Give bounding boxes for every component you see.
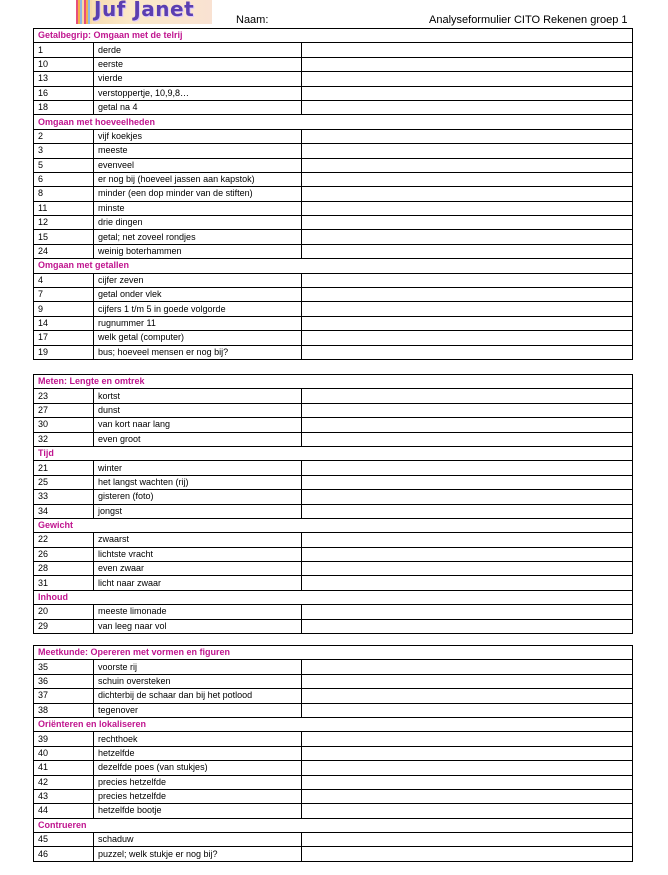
question-label: verstoppertje, 10,9,8… xyxy=(94,86,302,100)
table-row xyxy=(34,403,633,417)
question-label: dunst xyxy=(94,403,302,417)
answer-cell[interactable] xyxy=(302,244,633,258)
question-number: 18 xyxy=(34,100,94,114)
table-row xyxy=(34,316,633,330)
section-header-row xyxy=(34,115,633,129)
name-label: Naam: xyxy=(236,14,269,26)
answer-cell[interactable] xyxy=(302,216,633,230)
question-label: minste xyxy=(94,201,302,215)
answer-cell[interactable] xyxy=(302,389,633,403)
question-number: 44 xyxy=(34,804,94,818)
question-number: 14 xyxy=(34,316,94,330)
answer-cell[interactable] xyxy=(302,761,633,775)
answer-cell[interactable] xyxy=(302,288,633,302)
question-label: gisteren (foto) xyxy=(94,490,302,504)
question-number: 33 xyxy=(34,490,94,504)
section-header-row xyxy=(34,518,633,532)
table-row xyxy=(34,57,633,71)
question-number: 32 xyxy=(34,432,94,446)
question-label: precies hetzelfde xyxy=(94,789,302,803)
answer-cell[interactable] xyxy=(302,605,633,619)
answer-cell[interactable] xyxy=(302,576,633,590)
table-row xyxy=(34,490,633,504)
table-row xyxy=(34,273,633,287)
table-row xyxy=(34,761,633,775)
question-number: 5 xyxy=(34,158,94,172)
question-number: 8 xyxy=(34,187,94,201)
question-label: cijfers 1 t/m 5 in goede volgorde xyxy=(94,302,302,316)
section-title: Omgaan met hoeveelheden xyxy=(34,115,633,129)
section-title: Omgaan met getallen xyxy=(34,259,633,273)
question-number: 45 xyxy=(34,833,94,847)
question-number: 21 xyxy=(34,461,94,475)
answer-cell[interactable] xyxy=(302,619,633,633)
question-label: voorste rij xyxy=(94,660,302,674)
table-row xyxy=(34,302,633,316)
analysis-table-meetkunde xyxy=(33,645,633,862)
question-label: zwaarst xyxy=(94,533,302,547)
question-number: 34 xyxy=(34,504,94,518)
question-number: 11 xyxy=(34,201,94,215)
question-label: rugnummer 11 xyxy=(94,316,302,330)
question-number: 30 xyxy=(34,418,94,432)
answer-cell[interactable] xyxy=(302,273,633,287)
question-number: 39 xyxy=(34,732,94,746)
question-label: winter xyxy=(94,461,302,475)
question-label: bus; hoeveel mensen er nog bij? xyxy=(94,345,302,359)
section-title: Oriënteren en lokaliseren xyxy=(34,717,633,731)
question-number: 27 xyxy=(34,403,94,417)
table-row xyxy=(34,187,633,201)
table-row xyxy=(34,158,633,172)
question-label: derde xyxy=(94,43,302,57)
table-row xyxy=(34,833,633,847)
question-number: 25 xyxy=(34,475,94,489)
answer-cell[interactable] xyxy=(302,187,633,201)
answer-cell[interactable] xyxy=(302,775,633,789)
question-label: er nog bij (hoeveel jassen aan kapstok) xyxy=(94,172,302,186)
logo xyxy=(76,0,212,24)
question-label: even groot xyxy=(94,432,302,446)
table-row xyxy=(34,732,633,746)
question-label: drie dingen xyxy=(94,216,302,230)
question-label: schuin oversteken xyxy=(94,674,302,688)
question-number: 28 xyxy=(34,562,94,576)
table-row xyxy=(34,605,633,619)
answer-cell[interactable] xyxy=(302,331,633,345)
question-label: getal onder vlek xyxy=(94,288,302,302)
answer-cell[interactable] xyxy=(302,461,633,475)
table-row xyxy=(34,43,633,57)
section-title: Inhoud xyxy=(34,590,633,604)
question-number: 7 xyxy=(34,288,94,302)
analysis-table-getalbegrip xyxy=(33,28,633,360)
answer-cell[interactable] xyxy=(302,129,633,143)
question-number: 42 xyxy=(34,775,94,789)
question-number: 26 xyxy=(34,547,94,561)
section-header-row xyxy=(34,717,633,731)
question-number: 22 xyxy=(34,533,94,547)
question-number: 4 xyxy=(34,273,94,287)
table-row xyxy=(34,86,633,100)
table-row xyxy=(34,547,633,561)
answer-cell[interactable] xyxy=(302,86,633,100)
section-header-row xyxy=(34,375,633,389)
question-number: 1 xyxy=(34,43,94,57)
question-label: rechthoek xyxy=(94,732,302,746)
answer-cell[interactable] xyxy=(302,703,633,717)
logo-stripes xyxy=(76,0,92,24)
answer-cell[interactable] xyxy=(302,833,633,847)
table-row xyxy=(34,100,633,114)
table-row xyxy=(34,201,633,215)
question-number: 13 xyxy=(34,72,94,86)
answer-cell[interactable] xyxy=(302,144,633,158)
answer-cell[interactable] xyxy=(302,172,633,186)
table-row xyxy=(34,619,633,633)
question-number: 12 xyxy=(34,216,94,230)
answer-cell[interactable] xyxy=(302,475,633,489)
section-header-row xyxy=(34,29,633,43)
analysis-table-meten xyxy=(33,374,633,634)
question-number: 43 xyxy=(34,789,94,803)
question-label: dichterbij de schaar dan bij het potlood xyxy=(94,689,302,703)
section-title: Getalbegrip: Omgaan met de telrij xyxy=(34,29,633,43)
question-label: het langst wachten (rij) xyxy=(94,475,302,489)
table-row xyxy=(34,746,633,760)
section-title: Contrueren xyxy=(34,818,633,832)
answer-cell[interactable] xyxy=(302,847,633,861)
answer-cell[interactable] xyxy=(302,316,633,330)
answer-cell[interactable] xyxy=(302,732,633,746)
table-row xyxy=(34,689,633,703)
answer-cell[interactable] xyxy=(302,674,633,688)
section-header-row xyxy=(34,646,633,660)
table-row xyxy=(34,144,633,158)
section-title: Meetkunde: Opereren met vormen en figuren xyxy=(34,646,633,660)
section-title: Tijd xyxy=(34,446,633,460)
answer-cell[interactable] xyxy=(302,746,633,760)
answer-cell[interactable] xyxy=(302,418,633,432)
question-label: meeste limonade xyxy=(94,605,302,619)
answer-cell[interactable] xyxy=(302,432,633,446)
table-row xyxy=(34,129,633,143)
question-label: cijfer zeven xyxy=(94,273,302,287)
answer-cell[interactable] xyxy=(302,72,633,86)
question-number: 10 xyxy=(34,57,94,71)
answer-cell[interactable] xyxy=(302,490,633,504)
question-label: minder (een dop minder van de stiften) xyxy=(94,187,302,201)
answer-cell[interactable] xyxy=(302,804,633,818)
table-row xyxy=(34,432,633,446)
answer-cell[interactable] xyxy=(302,562,633,576)
answer-cell[interactable] xyxy=(302,345,633,359)
question-label: precies hetzelfde xyxy=(94,775,302,789)
table-row xyxy=(34,216,633,230)
question-label: van leeg naar vol xyxy=(94,619,302,633)
answer-cell[interactable] xyxy=(302,533,633,547)
answer-cell[interactable] xyxy=(302,302,633,316)
table-row xyxy=(34,504,633,518)
answer-cell[interactable] xyxy=(302,201,633,215)
table-row xyxy=(34,230,633,244)
question-number: 16 xyxy=(34,86,94,100)
question-number: 23 xyxy=(34,389,94,403)
table-row xyxy=(34,674,633,688)
answer-cell[interactable] xyxy=(302,57,633,71)
answer-cell[interactable] xyxy=(302,689,633,703)
answer-cell[interactable] xyxy=(302,100,633,114)
question-number: 20 xyxy=(34,605,94,619)
question-label: getal; net zoveel rondjes xyxy=(94,230,302,244)
question-label: lichtste vracht xyxy=(94,547,302,561)
table-row xyxy=(34,389,633,403)
question-label: dezelfde poes (van stukjes) xyxy=(94,761,302,775)
section-header-row xyxy=(34,259,633,273)
section-title: Meten: Lengte en omtrek xyxy=(34,375,633,389)
question-number: 17 xyxy=(34,331,94,345)
answer-cell[interactable] xyxy=(302,158,633,172)
table-row xyxy=(34,244,633,258)
question-label: weinig boterhammen xyxy=(94,244,302,258)
table-row xyxy=(34,562,633,576)
question-number: 40 xyxy=(34,746,94,760)
question-number: 3 xyxy=(34,144,94,158)
question-label: getal na 4 xyxy=(94,100,302,114)
question-number: 24 xyxy=(34,244,94,258)
question-label: hetzelfde bootje xyxy=(94,804,302,818)
question-number: 36 xyxy=(34,674,94,688)
question-number: 38 xyxy=(34,703,94,717)
table-row xyxy=(34,172,633,186)
question-label: eerste xyxy=(94,57,302,71)
table-row xyxy=(34,72,633,86)
table-row xyxy=(34,475,633,489)
answer-cell[interactable] xyxy=(302,403,633,417)
question-number: 37 xyxy=(34,689,94,703)
table-row xyxy=(34,804,633,818)
question-label: kortst xyxy=(94,389,302,403)
table-row xyxy=(34,703,633,717)
question-label: vijf koekjes xyxy=(94,129,302,143)
question-label: vierde xyxy=(94,72,302,86)
question-label: puzzel; welk stukje er nog bij? xyxy=(94,847,302,861)
table-row xyxy=(34,660,633,674)
table-row xyxy=(34,576,633,590)
table-row xyxy=(34,418,633,432)
question-number: 29 xyxy=(34,619,94,633)
question-number: 41 xyxy=(34,761,94,775)
answer-cell[interactable] xyxy=(302,230,633,244)
question-label: evenveel xyxy=(94,158,302,172)
table-row xyxy=(34,331,633,345)
table-row xyxy=(34,847,633,861)
question-label: van kort naar lang xyxy=(94,418,302,432)
question-label: tegenover xyxy=(94,703,302,717)
answer-cell[interactable] xyxy=(302,43,633,57)
question-number: 6 xyxy=(34,172,94,186)
answer-cell[interactable] xyxy=(302,504,633,518)
section-title: Gewicht xyxy=(34,518,633,532)
question-number: 15 xyxy=(34,230,94,244)
table-row xyxy=(34,789,633,803)
question-label: licht naar zwaar xyxy=(94,576,302,590)
section-header-row xyxy=(34,590,633,604)
question-label: meeste xyxy=(94,144,302,158)
question-number: 2 xyxy=(34,129,94,143)
question-number: 31 xyxy=(34,576,94,590)
table-row xyxy=(34,775,633,789)
answer-cell[interactable] xyxy=(302,789,633,803)
question-label: schaduw xyxy=(94,833,302,847)
table-row xyxy=(34,288,633,302)
question-label: even zwaar xyxy=(94,562,302,576)
section-header-row xyxy=(34,818,633,832)
answer-cell[interactable] xyxy=(302,547,633,561)
question-number: 19 xyxy=(34,345,94,359)
question-number: 46 xyxy=(34,847,94,861)
question-label: hetzelfde xyxy=(94,746,302,760)
section-header-row xyxy=(34,446,633,460)
question-label: jongst xyxy=(94,504,302,518)
document-title: Analyseformulier CITO Rekenen groep 1 xyxy=(429,14,628,26)
table-row xyxy=(34,345,633,359)
logo-text: Juf Janet xyxy=(94,0,195,21)
question-number: 35 xyxy=(34,660,94,674)
answer-cell[interactable] xyxy=(302,660,633,674)
table-row xyxy=(34,461,633,475)
question-label: welk getal (computer) xyxy=(94,331,302,345)
table-row xyxy=(34,533,633,547)
question-number: 9 xyxy=(34,302,94,316)
